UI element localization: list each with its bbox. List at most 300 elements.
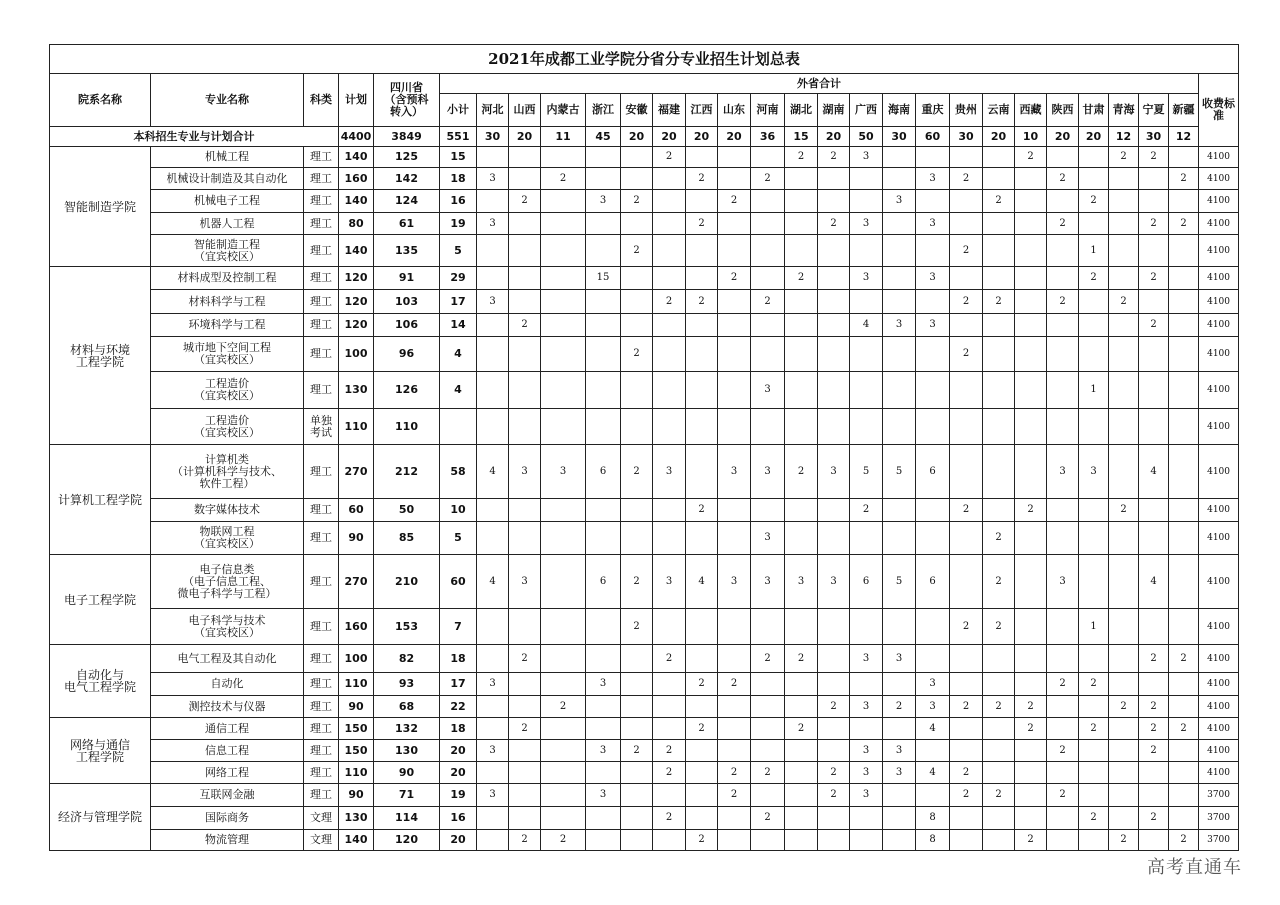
province-count: 2	[509, 190, 541, 213]
province-count: 3	[541, 445, 586, 499]
province-count: 2	[1109, 147, 1139, 168]
province-count	[1169, 235, 1199, 267]
province-count	[1079, 290, 1109, 314]
subject-type: 单独 考试	[304, 409, 339, 445]
subject-type: 理工	[304, 740, 339, 762]
province-count	[883, 337, 916, 372]
province-count	[785, 807, 818, 830]
province-count	[916, 372, 950, 409]
province-count	[1169, 555, 1199, 609]
province-count	[950, 314, 983, 337]
province-count: 2	[983, 522, 1015, 555]
province-count	[541, 409, 586, 445]
header-out-of-province: 外省合计	[440, 74, 1199, 94]
province-count	[950, 740, 983, 762]
province-count: 1	[1079, 372, 1109, 409]
plan-total: 90	[339, 522, 374, 555]
table-row	[50, 267, 1239, 290]
province-count	[983, 673, 1015, 696]
province-count	[621, 267, 653, 290]
province-count	[916, 740, 950, 762]
province-count	[850, 830, 883, 851]
province-count	[818, 409, 850, 445]
province-count	[1079, 147, 1109, 168]
province-count: 2	[621, 555, 653, 609]
fee-standard: 4100	[1199, 168, 1239, 190]
province-count	[916, 784, 950, 807]
province-count: 2	[950, 499, 983, 522]
province-count	[1109, 314, 1139, 337]
subject-type: 理工	[304, 337, 339, 372]
province-count: 3	[883, 740, 916, 762]
province-count	[586, 609, 621, 645]
province-count	[541, 609, 586, 645]
major-name: 物流管理	[151, 830, 304, 851]
province-count	[751, 673, 785, 696]
province-count	[1169, 409, 1199, 445]
province-count	[883, 784, 916, 807]
province-count	[1047, 645, 1079, 673]
province-count	[818, 290, 850, 314]
province-count	[541, 190, 586, 213]
province-count	[818, 830, 850, 851]
summary-province-total: 20	[718, 127, 751, 147]
province-count	[785, 830, 818, 851]
province-count	[541, 337, 586, 372]
province-count: 3	[477, 784, 509, 807]
province-count: 2	[751, 645, 785, 673]
province-count	[509, 522, 541, 555]
out-province-subtotal: 18	[440, 718, 477, 740]
province-count	[883, 609, 916, 645]
province-count	[586, 645, 621, 673]
plan-total: 120	[339, 267, 374, 290]
province-count	[1139, 235, 1169, 267]
province-count	[785, 740, 818, 762]
out-province-subtotal: 16	[440, 807, 477, 830]
province-count	[818, 718, 850, 740]
major-name: 机械电子工程	[151, 190, 304, 213]
college-name: 智能制造学院	[50, 147, 151, 267]
province-count	[850, 235, 883, 267]
province-count	[621, 807, 653, 830]
province-count: 3	[477, 168, 509, 190]
major-name: 电子科学与技术 （宜宾校区）	[151, 609, 304, 645]
province-count: 2	[1109, 499, 1139, 522]
major-name: 机械设计制造及其自动化	[151, 168, 304, 190]
province-count	[586, 409, 621, 445]
province-count: 3	[818, 555, 850, 609]
province-count	[586, 337, 621, 372]
province-count: 2	[686, 168, 718, 190]
province-count	[1015, 740, 1047, 762]
province-count	[686, 235, 718, 267]
province-count	[1015, 609, 1047, 645]
province-count: 15	[586, 267, 621, 290]
sichuan-count: 120	[374, 830, 440, 851]
subject-type: 理工	[304, 762, 339, 784]
province-count: 2	[686, 718, 718, 740]
plan-total: 60	[339, 499, 374, 522]
province-count	[818, 609, 850, 645]
province-count: 3	[718, 445, 751, 499]
province-count	[1047, 235, 1079, 267]
province-count: 2	[1109, 290, 1139, 314]
province-count: 4	[686, 555, 718, 609]
plan-total: 140	[339, 830, 374, 851]
summary-province-total: 30	[1139, 127, 1169, 147]
province-count	[621, 290, 653, 314]
major-name: 电子信息类 （电子信息工程、 微电子科学与工程）	[151, 555, 304, 609]
subject-type: 理工	[304, 168, 339, 190]
province-count	[785, 235, 818, 267]
province-count: 3	[850, 696, 883, 718]
province-count	[1015, 807, 1047, 830]
college-name: 自动化与 电气工程学院	[50, 645, 151, 718]
province-count	[718, 213, 751, 235]
province-count	[586, 147, 621, 168]
subject-type: 文理	[304, 807, 339, 830]
province-count: 2	[950, 168, 983, 190]
province-count	[477, 718, 509, 740]
province-count	[509, 290, 541, 314]
fee-standard: 4100	[1199, 314, 1239, 337]
major-name: 电气工程及其自动化	[151, 645, 304, 673]
province-count	[1079, 784, 1109, 807]
province-count: 5	[883, 555, 916, 609]
fee-standard: 4100	[1199, 267, 1239, 290]
table-row	[50, 762, 1239, 784]
province-count	[653, 784, 686, 807]
province-count	[850, 673, 883, 696]
summary-province-total: 20	[1079, 127, 1109, 147]
sichuan-count: 124	[374, 190, 440, 213]
province-count	[718, 807, 751, 830]
province-count	[1109, 762, 1139, 784]
province-count: 2	[1139, 740, 1169, 762]
province-count	[850, 190, 883, 213]
province-count	[653, 372, 686, 409]
province-count	[1169, 267, 1199, 290]
province-count	[477, 696, 509, 718]
province-count: 2	[1015, 830, 1047, 851]
province-count	[1109, 740, 1139, 762]
header-province: 河北	[477, 94, 509, 127]
fee-standard: 4100	[1199, 609, 1239, 645]
province-count	[509, 267, 541, 290]
province-count: 8	[916, 830, 950, 851]
out-province-subtotal: 18	[440, 645, 477, 673]
out-province-subtotal: 16	[440, 190, 477, 213]
province-count: 4	[1139, 445, 1169, 499]
province-count	[509, 784, 541, 807]
province-count: 2	[983, 555, 1015, 609]
province-count	[1139, 290, 1169, 314]
table-row	[50, 645, 1239, 673]
header-province: 内蒙古	[541, 94, 586, 127]
province-count	[785, 372, 818, 409]
province-count	[653, 314, 686, 337]
fee-standard: 4100	[1199, 235, 1239, 267]
province-count	[1109, 409, 1139, 445]
province-count	[686, 267, 718, 290]
province-count: 3	[818, 445, 850, 499]
fee-standard: 3700	[1199, 807, 1239, 830]
province-count	[1047, 762, 1079, 784]
province-count: 3	[586, 190, 621, 213]
province-count	[586, 499, 621, 522]
major-name: 测控技术与仪器	[151, 696, 304, 718]
province-count: 2	[1139, 314, 1169, 337]
out-province-subtotal: 17	[440, 673, 477, 696]
province-count	[785, 168, 818, 190]
province-count	[477, 807, 509, 830]
province-count	[883, 673, 916, 696]
table-row	[50, 314, 1239, 337]
summary-province-total: 20	[686, 127, 718, 147]
province-count	[621, 645, 653, 673]
province-count	[1015, 168, 1047, 190]
out-province-subtotal: 22	[440, 696, 477, 718]
table-row	[50, 445, 1239, 499]
province-count	[1047, 337, 1079, 372]
major-name: 自动化	[151, 673, 304, 696]
province-count	[983, 762, 1015, 784]
province-count	[1109, 555, 1139, 609]
plan-total: 100	[339, 645, 374, 673]
province-count	[751, 314, 785, 337]
province-count	[509, 696, 541, 718]
province-count: 2	[653, 290, 686, 314]
sichuan-count: 114	[374, 807, 440, 830]
province-count	[718, 147, 751, 168]
province-count	[621, 314, 653, 337]
province-count: 2	[950, 784, 983, 807]
province-count	[621, 213, 653, 235]
province-count	[1109, 337, 1139, 372]
province-count	[1079, 555, 1109, 609]
subject-type: 理工	[304, 445, 339, 499]
province-count	[686, 609, 718, 645]
province-count	[1139, 168, 1169, 190]
out-province-subtotal: 60	[440, 555, 477, 609]
province-count	[1015, 555, 1047, 609]
province-count	[751, 718, 785, 740]
province-count	[850, 609, 883, 645]
province-count	[983, 409, 1015, 445]
province-count	[1109, 673, 1139, 696]
plan-total: 80	[339, 213, 374, 235]
out-province-subtotal: 58	[440, 445, 477, 499]
province-count	[785, 337, 818, 372]
province-count	[751, 190, 785, 213]
fee-standard: 4100	[1199, 762, 1239, 784]
province-count	[1109, 807, 1139, 830]
province-count	[883, 409, 916, 445]
plan-total: 160	[339, 168, 374, 190]
province-count: 6	[586, 555, 621, 609]
header-college: 院系名称	[50, 74, 151, 127]
province-count	[586, 290, 621, 314]
province-count	[509, 499, 541, 522]
province-count	[983, 235, 1015, 267]
province-count: 2	[653, 147, 686, 168]
sichuan-count: 142	[374, 168, 440, 190]
province-count	[785, 213, 818, 235]
province-count: 2	[751, 762, 785, 784]
province-count	[541, 213, 586, 235]
province-count	[621, 147, 653, 168]
province-count	[621, 830, 653, 851]
province-count	[1079, 522, 1109, 555]
province-count: 2	[1169, 718, 1199, 740]
province-count	[1139, 522, 1169, 555]
major-name: 数字媒体技术	[151, 499, 304, 522]
sichuan-count: 68	[374, 696, 440, 718]
out-province-subtotal: 20	[440, 740, 477, 762]
province-count	[916, 645, 950, 673]
subject-type: 文理	[304, 830, 339, 851]
province-count	[950, 522, 983, 555]
province-count	[621, 409, 653, 445]
sichuan-count: 126	[374, 372, 440, 409]
province-count	[916, 337, 950, 372]
province-count: 2	[1139, 267, 1169, 290]
province-count: 2	[983, 609, 1015, 645]
province-count	[1079, 696, 1109, 718]
province-count: 2	[653, 762, 686, 784]
province-count	[541, 372, 586, 409]
province-count	[818, 267, 850, 290]
province-count: 2	[718, 190, 751, 213]
header-province: 贵州	[950, 94, 983, 127]
province-count	[541, 314, 586, 337]
plan-total: 120	[339, 290, 374, 314]
province-count	[686, 445, 718, 499]
summary-province-total: 30	[477, 127, 509, 147]
province-count	[718, 696, 751, 718]
major-name: 智能制造工程 （宜宾校区）	[151, 235, 304, 267]
province-count	[621, 522, 653, 555]
province-count: 6	[850, 555, 883, 609]
province-count	[1169, 807, 1199, 830]
province-count	[983, 499, 1015, 522]
header-province: 海南	[883, 94, 916, 127]
province-count	[1079, 168, 1109, 190]
province-count	[1015, 190, 1047, 213]
header-major: 专业名称	[151, 74, 304, 127]
province-count	[509, 147, 541, 168]
province-count: 2	[850, 499, 883, 522]
province-count	[1015, 673, 1047, 696]
province-count	[883, 213, 916, 235]
province-count	[983, 807, 1015, 830]
province-count	[983, 445, 1015, 499]
province-count	[1139, 609, 1169, 645]
province-count: 3	[916, 314, 950, 337]
fee-standard: 4100	[1199, 522, 1239, 555]
province-count	[883, 499, 916, 522]
province-count: 3	[586, 784, 621, 807]
province-count	[586, 314, 621, 337]
table-row	[50, 784, 1239, 807]
province-count	[1169, 445, 1199, 499]
province-count	[509, 609, 541, 645]
province-count	[1169, 147, 1199, 168]
summary-province-total: 20	[1047, 127, 1079, 147]
sichuan-count: 106	[374, 314, 440, 337]
subject-type: 理工	[304, 147, 339, 168]
province-count: 2	[1015, 499, 1047, 522]
province-count	[785, 409, 818, 445]
province-count	[621, 762, 653, 784]
fee-standard: 4100	[1199, 718, 1239, 740]
province-count	[686, 190, 718, 213]
province-count	[950, 673, 983, 696]
province-count: 2	[1047, 673, 1079, 696]
province-count: 3	[916, 267, 950, 290]
province-count: 5	[850, 445, 883, 499]
province-count	[541, 147, 586, 168]
province-count: 3	[883, 762, 916, 784]
province-count: 2	[653, 645, 686, 673]
province-count	[686, 807, 718, 830]
out-province-subtotal: 19	[440, 784, 477, 807]
plan-total: 90	[339, 784, 374, 807]
province-count: 4	[916, 718, 950, 740]
out-province-subtotal: 10	[440, 499, 477, 522]
province-count	[586, 807, 621, 830]
watermark-text: 高考直通车	[1147, 857, 1242, 878]
province-count	[653, 409, 686, 445]
province-count	[1047, 830, 1079, 851]
province-count: 3	[916, 696, 950, 718]
major-name: 城市地下空间工程 （宜宾校区）	[151, 337, 304, 372]
header-province: 浙江	[586, 94, 621, 127]
province-count	[1139, 784, 1169, 807]
out-province-subtotal: 15	[440, 147, 477, 168]
province-count	[983, 372, 1015, 409]
province-count	[751, 784, 785, 807]
province-count	[1047, 190, 1079, 213]
plan-total: 160	[339, 609, 374, 645]
province-count	[916, 499, 950, 522]
province-count: 2	[1139, 645, 1169, 673]
province-count	[751, 409, 785, 445]
plan-total: 140	[339, 235, 374, 267]
subject-type: 理工	[304, 190, 339, 213]
college-name: 网络与通信 工程学院	[50, 718, 151, 784]
province-count: 2	[1139, 147, 1169, 168]
province-count	[1079, 762, 1109, 784]
province-count	[541, 673, 586, 696]
college-name: 电子工程学院	[50, 555, 151, 645]
province-count	[950, 555, 983, 609]
province-count: 3	[1047, 555, 1079, 609]
province-count	[1169, 784, 1199, 807]
subject-type: 理工	[304, 555, 339, 609]
province-count: 5	[883, 445, 916, 499]
province-count	[751, 740, 785, 762]
summary-province-total: 20	[509, 127, 541, 147]
province-count	[621, 673, 653, 696]
province-count: 2	[541, 168, 586, 190]
province-count: 2	[509, 830, 541, 851]
table-row	[50, 290, 1239, 314]
province-count: 2	[818, 696, 850, 718]
province-count	[883, 267, 916, 290]
province-count	[541, 807, 586, 830]
